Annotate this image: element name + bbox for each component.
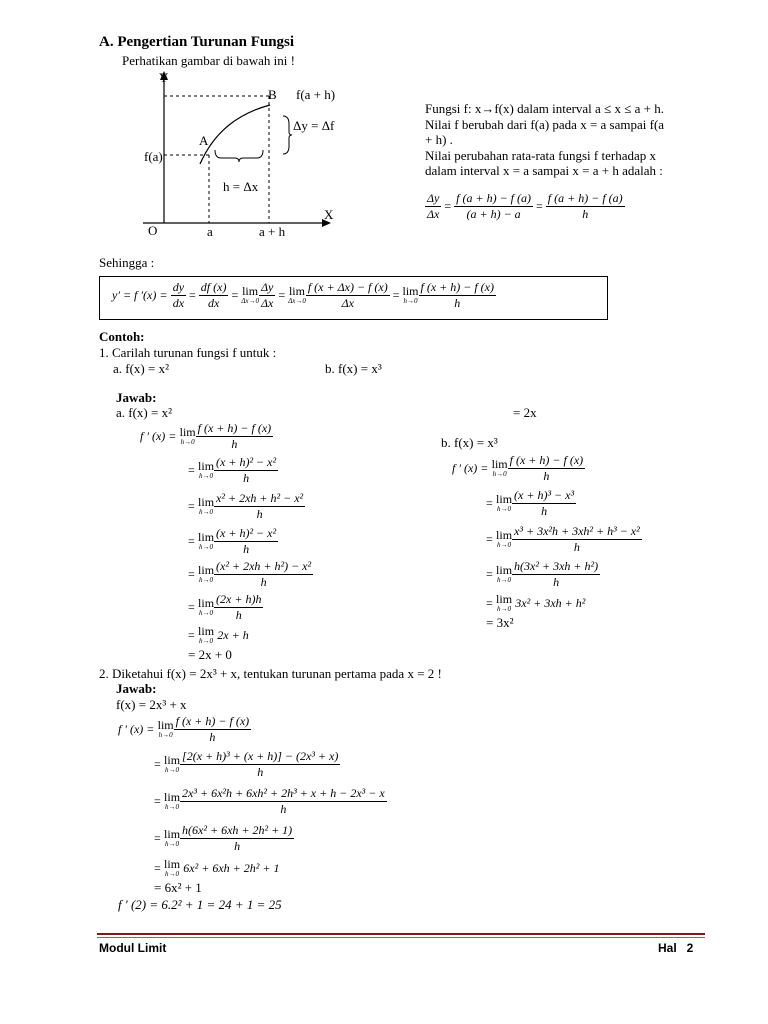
frac-num: h(6x² + 6xh + 2h² + 1)	[182, 822, 293, 837]
lim: lim	[157, 717, 174, 732]
frac-den: Δx	[341, 296, 354, 310]
frac-num: f (x + h) − f (x)	[509, 452, 584, 467]
x-axis-label: X	[324, 207, 334, 222]
solution-b-head: b. f(x) = x³	[441, 435, 498, 450]
frac-num: (2x + h)h	[216, 591, 262, 606]
frac-den: h	[260, 575, 267, 589]
frac-den: h	[209, 729, 216, 744]
lim-sub: h→0	[165, 869, 180, 878]
tick-a-label: a	[207, 224, 213, 239]
lim: lim	[496, 491, 513, 506]
delta-x-label: h = Δx	[223, 179, 259, 194]
lim: lim	[402, 284, 419, 298]
def-lhs: y′ = f ′(x) =	[112, 288, 168, 302]
lim-sub: h→0	[165, 839, 180, 848]
lim-sub: h→0	[497, 540, 512, 549]
frac-den: h	[231, 437, 238, 451]
solution-a-final: = 2x + 0	[188, 647, 232, 662]
lim-sub: h→0	[199, 636, 214, 645]
eq: =	[486, 566, 493, 581]
eq: =	[486, 495, 493, 510]
lim-sub: h→0	[180, 438, 195, 446]
lim-sub: h→0	[199, 472, 214, 480]
jawab-label: Jawab:	[116, 390, 157, 405]
lim-sub: h→0	[165, 803, 180, 811]
frac-den: h	[243, 541, 250, 556]
lim: lim	[496, 562, 513, 577]
frac-den: h	[543, 468, 550, 483]
solution-a-head: a. f(x) = x²	[116, 405, 172, 420]
lim: lim	[496, 527, 513, 542]
fa-label: f(a)	[144, 149, 163, 164]
solution-2-simplified: = 6x² + 1	[154, 880, 202, 895]
fah-label: f(a + h)	[296, 87, 336, 102]
frac-den: Δx	[427, 207, 440, 221]
solution-2	[118, 712, 387, 913]
lim: lim	[198, 494, 215, 509]
lim: lim	[198, 595, 215, 610]
contoh-label: Contoh:	[99, 329, 145, 344]
frac-num: x² + 2xh + h² − x²	[216, 490, 304, 505]
frac-num: f (x + h) − f (x)	[197, 421, 272, 435]
frac-den: h	[573, 539, 580, 554]
lim: lim	[496, 591, 513, 606]
delta-y-label: Δy = Δf	[293, 118, 335, 133]
eq: =	[486, 531, 493, 546]
lim-sub: h→0	[199, 542, 214, 551]
frac-num: h(3x² + 3xh + h²)	[514, 558, 599, 573]
description-line: dalam interval x = a sampai x = a + h adalah :	[425, 163, 663, 178]
lim-sub: Δx→0	[241, 297, 259, 305]
lim: lim	[491, 456, 508, 471]
lim-sub: h→0	[158, 730, 173, 739]
frac-num: f (x + h) − f (x)	[175, 713, 250, 728]
solution-a	[140, 420, 313, 663]
lim-sub: h→0	[497, 604, 512, 613]
frac-num: f (a + h) − f (a)	[456, 191, 532, 205]
lim: lim	[198, 563, 215, 577]
lim-sub: h→0	[492, 469, 507, 478]
frac-num: (x + h)² − x²	[216, 525, 277, 540]
question-1: 1. Carilah turunan fungsi f untuk :	[99, 345, 277, 360]
description-line: Fungsi f: x→f(x) dalam interval a ≤ x ≤ a + h.	[425, 101, 664, 116]
frac-den: h	[553, 574, 560, 589]
lim: lim	[198, 623, 215, 638]
frac-num: (x + h)² − x²	[216, 455, 277, 469]
point-a-label: A	[199, 133, 209, 148]
description-line: Nilai perubahan rata-rata fungsi f terhadap x	[425, 147, 657, 163]
frac-num: f (a + h) − f (a)	[547, 191, 623, 205]
expr: 3x² + 3xh + h²	[515, 595, 586, 610]
frac-num: x³ + 3x²h + 3xh² + h³ − x²	[514, 523, 640, 538]
lim-sub: h→0	[497, 504, 512, 513]
eq: =	[188, 627, 195, 642]
frac-den: Δx	[260, 296, 274, 310]
footer-page-number: Hal 2	[658, 941, 694, 955]
eq: =	[154, 830, 161, 845]
frac-den: h	[234, 838, 241, 853]
fprime-label: f ′ (x) =	[140, 429, 177, 443]
lim: lim	[288, 284, 305, 298]
description-line: Nilai f berubah dari f(a) pada x = a sampai f(a	[425, 116, 665, 132]
frac-num: df (x)	[200, 280, 227, 294]
eq: =	[188, 498, 195, 513]
derivative-definition: y′ = f ′(x) = $\frac{dy}{dx}$ = $\frac{df (x)}{dx}$ = lim Δx→0 $\frac{\Delta y}{\Delta x}$ = lim Δx→0 $\frac{f (x + \Delta x) - f (x)}{\Delta x}$ = lim h→0 $\frac{f (x + h) - f (x)}{h}$	[112, 280, 494, 310]
frac-den: (a + h) − a	[466, 207, 521, 221]
question-1b: b. f(x) = x³	[325, 361, 382, 376]
frac-num: [2(x + h)³ + (x + h)] − (2x³ + x)	[182, 749, 339, 763]
frac-den: h	[257, 765, 264, 779]
lim-sub: h→0	[199, 576, 214, 584]
lim: lim	[198, 529, 215, 544]
solution-b-final: = 3x²	[486, 615, 514, 630]
origin-label: O	[148, 223, 158, 238]
point-b-label: B	[268, 87, 277, 102]
description-line: + h) .	[425, 132, 453, 147]
footer-rule-thin	[97, 937, 705, 938]
eq: =	[154, 794, 161, 808]
frac-den: h	[541, 503, 548, 518]
lim-sub: h→0	[199, 507, 214, 516]
y-axis-label: Y	[159, 70, 169, 85]
frac-num: (x² + 2xh + h²) − x²	[216, 559, 312, 573]
lim: lim	[242, 284, 259, 298]
frac-num: f (x + Δx) − f (x)	[307, 280, 388, 294]
intro-text: Perhatikan gambar di bawah ini !	[122, 53, 295, 68]
frac-den: dx	[172, 296, 185, 310]
rate-formula: $\frac{\Delta y}{\Delta x}$ = $\frac{f (a + h) - f (a)}{(a + h) - a}$ = $\frac{f (a + h) - f (a)}{h}$	[427, 191, 623, 221]
frac-den: h	[280, 802, 287, 816]
lim-sub: Δx→0	[288, 297, 306, 305]
eq: =	[188, 599, 195, 614]
lim: lim	[164, 856, 181, 871]
frac-num: f (x + h) − f (x)	[420, 280, 494, 294]
frac-num: Δy	[260, 280, 274, 294]
description	[425, 101, 664, 179]
solution-2-final: f ′ (2) = 6.2² + 1 = 24 + 1 = 25	[118, 897, 282, 912]
frac-num: Δy	[427, 191, 440, 205]
eq: =	[188, 533, 195, 548]
solution-b	[452, 451, 642, 631]
solution-2-head: f(x) = 2x³ + x	[116, 697, 187, 712]
eq: =	[188, 567, 195, 581]
frac-den: dx	[207, 296, 220, 310]
lim-sub: h→0	[403, 297, 418, 305]
eq: =	[486, 595, 493, 610]
frac-den: h	[582, 207, 589, 221]
fprime-label: f ′ (x) =	[452, 460, 489, 475]
expr: 6x² + 6xh + 2h² + 1	[183, 860, 280, 875]
lim: lim	[164, 790, 181, 804]
fprime-label: f ′ (x) =	[118, 721, 155, 736]
page-heading: A. Pengertian Turunan Fungsi	[99, 34, 295, 50]
eq: =	[188, 463, 195, 477]
frac-num: 2x³ + 6x²h + 6xh² + 2h³ + x + h − 2x³ − x	[182, 786, 385, 800]
frac-den: h	[454, 296, 461, 310]
jawab2-label: Jawab:	[116, 681, 157, 696]
lim: lim	[164, 826, 181, 841]
lim: lim	[198, 459, 215, 473]
frac-den: h	[235, 607, 242, 622]
frac-num: dy	[172, 280, 185, 294]
expr: 2x + h	[217, 627, 249, 642]
lim: lim	[179, 425, 196, 439]
frac-num: (x + h)³ − x³	[514, 487, 575, 502]
sehingga-label: Sehingga :	[99, 255, 155, 270]
question-2: 2. Diketahui f(x) = 2x³ + x, tentukan turunan pertama pada x = 2 !	[99, 666, 442, 681]
frac-den: h	[243, 471, 250, 485]
footer-rule	[97, 933, 705, 935]
frac-den: h	[256, 506, 263, 521]
question-1a: a. f(x) = x²	[113, 361, 169, 376]
lim-sub: h→0	[165, 766, 180, 774]
lim: lim	[164, 753, 181, 767]
lim-sub: h→0	[497, 575, 512, 584]
eq: =	[154, 757, 161, 771]
solution-a-result: = 2x	[513, 405, 537, 420]
lim-sub: h→0	[199, 608, 214, 617]
eq: =	[154, 860, 161, 875]
footer-module-title: Modul Limit	[99, 941, 167, 955]
tick-ah-label: a + h	[259, 224, 286, 239]
